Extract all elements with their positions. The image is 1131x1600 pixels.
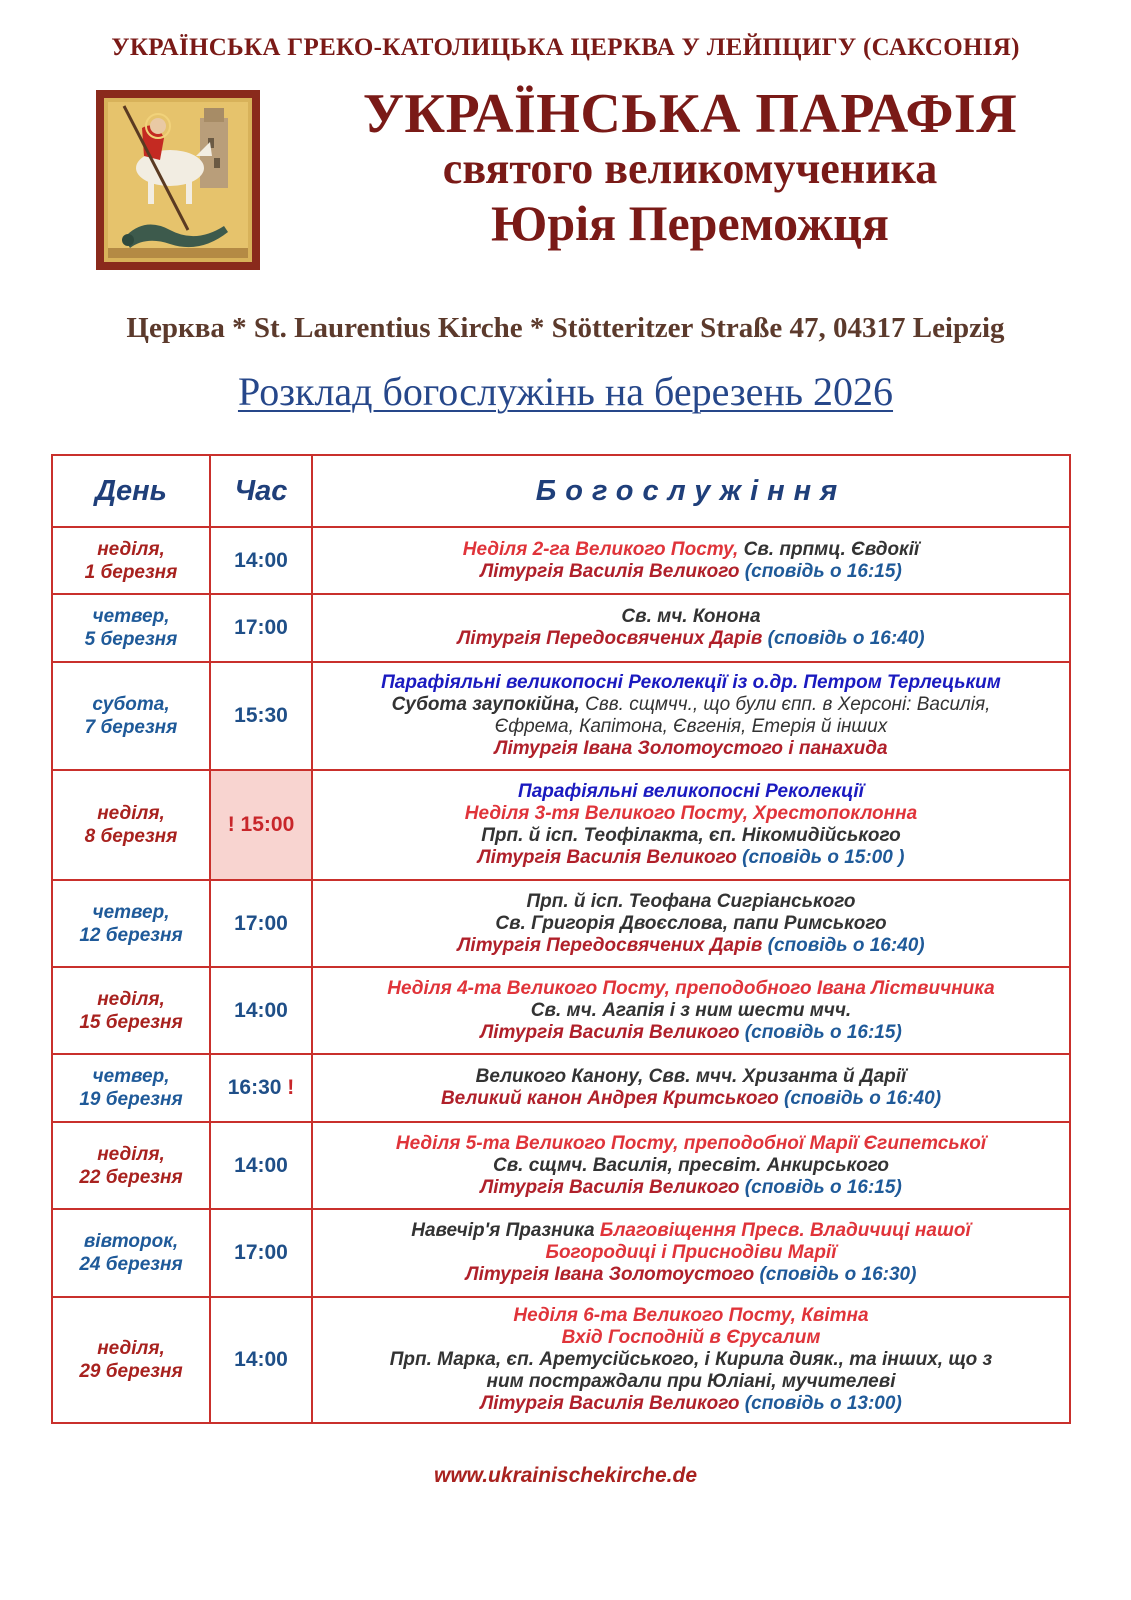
table-row — [52, 1209, 1070, 1297]
day-cell: четвер, 5 березня — [52, 594, 210, 662]
service-cell: Неділя 5-та Великого Посту, преподобної Марії Єгипетської Св. сщмч. Василія, пресвіт. Анкирського Літургія Василія Великого (сповідь о 16:15) — [312, 1122, 1070, 1209]
time-cell: 17:00 — [210, 1209, 312, 1297]
header-time: Час — [210, 455, 312, 527]
time-cell: 14:00 — [210, 527, 312, 594]
day-cell: четвер, 19 березня — [52, 1054, 210, 1122]
parish-title-line3: Юрія Переможця — [491, 195, 889, 251]
time-cell: 17:00 — [210, 594, 312, 662]
day-cell: неділя, 29 березня — [52, 1297, 210, 1423]
church-name: УКРАЇНСЬКА ГРЕКО-КАТОЛИЦЬКА ЦЕРКВА У ЛЕЙПЦИГУ (САКСОНІЯ) — [111, 34, 1020, 61]
service-cell: Неділя 2-га Великого Посту, Св. прпмц. Євдокії Літургія Василія Великого (сповідь о 16:15) — [312, 527, 1070, 594]
parish-title-line1: УКРАЇНСЬКА ПАРАФІЯ — [362, 83, 1018, 145]
time-cell-highlighted: ! 15:00 — [210, 770, 312, 880]
day-cell: вівторок, 24 березня — [52, 1209, 210, 1297]
header-service: Богослужіння — [312, 455, 1070, 527]
table-row — [52, 770, 1070, 880]
table-row — [52, 1054, 1070, 1122]
time-cell: 16:30 ! — [210, 1054, 312, 1122]
day-cell: субота, 7 березня — [52, 662, 210, 770]
time-cell: 15:30 — [210, 662, 312, 770]
parish-title-line2: святого великомученика — [442, 144, 938, 193]
table-row — [52, 967, 1070, 1054]
header-day: День — [52, 455, 210, 527]
parish-title — [290, 84, 1090, 252]
service-cell: Св. мч. Конона Літургія Передосвячених Дарів (сповідь о 16:40) — [312, 594, 1070, 662]
table-row — [52, 662, 1070, 770]
table-row — [52, 527, 1070, 594]
service-cell: Неділя 6-та Великого Посту, Квітна Вхід Господній в Єрусалим Прп. Марка, єп. Аретусійського, і Кирила дияк., та інших, що з ним постраждали при Юліані, мучителеві Літургія Василія Великого (сповідь о 13:00) — [312, 1297, 1070, 1423]
schedule-table — [51, 454, 1071, 1424]
service-cell: Навечір'я Празника Благовіщення Пресв. Владичиці нашої Богородиці і Приснодіви Марії Літургія Івана Золотоустого (сповідь о 16:30) — [312, 1209, 1070, 1297]
day-cell: неділя, 1 березня — [52, 527, 210, 594]
website-link[interactable]: www.ukrainischekirche.de — [434, 1464, 697, 1487]
day-cell: четвер, 12 березня — [52, 880, 210, 967]
service-cell: Великого Канону, Свв. мчч. Хризанта й Дарії Великий канон Андрея Критського (сповідь о 16:40) — [312, 1054, 1070, 1122]
st-george-icon — [96, 90, 260, 270]
day-cell: неділя, 22 березня — [52, 1122, 210, 1209]
day-cell: неділя, 15 березня — [52, 967, 210, 1054]
schedule-title: Розклад богослужінь на березень 2026 — [237, 369, 894, 414]
table-row — [52, 880, 1070, 967]
day-cell: неділя, 8 березня — [52, 770, 210, 880]
service-cell: Прп. й ісп. Теофана Сигріанського Св. Григорія Двоєслова, папи Римського Літургія Передосвячених Дарів (сповідь о 16:40) — [312, 880, 1070, 967]
time-cell: 14:00 — [210, 967, 312, 1054]
time-cell: 17:00 — [210, 880, 312, 967]
attention-mark: ! — [287, 1076, 295, 1099]
service-cell: Парафіяльні великопосні Реколекції із о.др. Петром Терлецьким Субота заупокійна, Свв. сщмчч., що були єпп. в Херсоні: Василія, Єфрема, Капітона, Євгенія, Етерія й інших Літургія Івана Золотоустого і панахида — [312, 662, 1070, 770]
table-row — [52, 1297, 1070, 1423]
time-cell: 14:00 — [210, 1297, 312, 1423]
service-cell: Неділя 4-та Великого Посту, преподобного Івана Ліствичника Св. мч. Агапія і з ним шести мчч. Літургія Василія Великого (сповідь о 16:15) — [312, 967, 1070, 1054]
service-cell: Парафіяльні великопосні Реколекції Неділя 3-тя Великого Посту, Хрестопоклонна Прп. й ісп. Теофілакта, єп. Нікомидійського Літургія Василія Великого (сповідь о 15:00 ) — [312, 770, 1070, 880]
time-cell: 14:00 — [210, 1122, 312, 1209]
table-row — [52, 594, 1070, 662]
table-row — [52, 1122, 1070, 1209]
church-address: Церква * St. Laurentius Kirche * Stötteritzer Straße 47, 04317 Leipzig — [126, 312, 1005, 344]
table-header-row — [52, 455, 1070, 527]
